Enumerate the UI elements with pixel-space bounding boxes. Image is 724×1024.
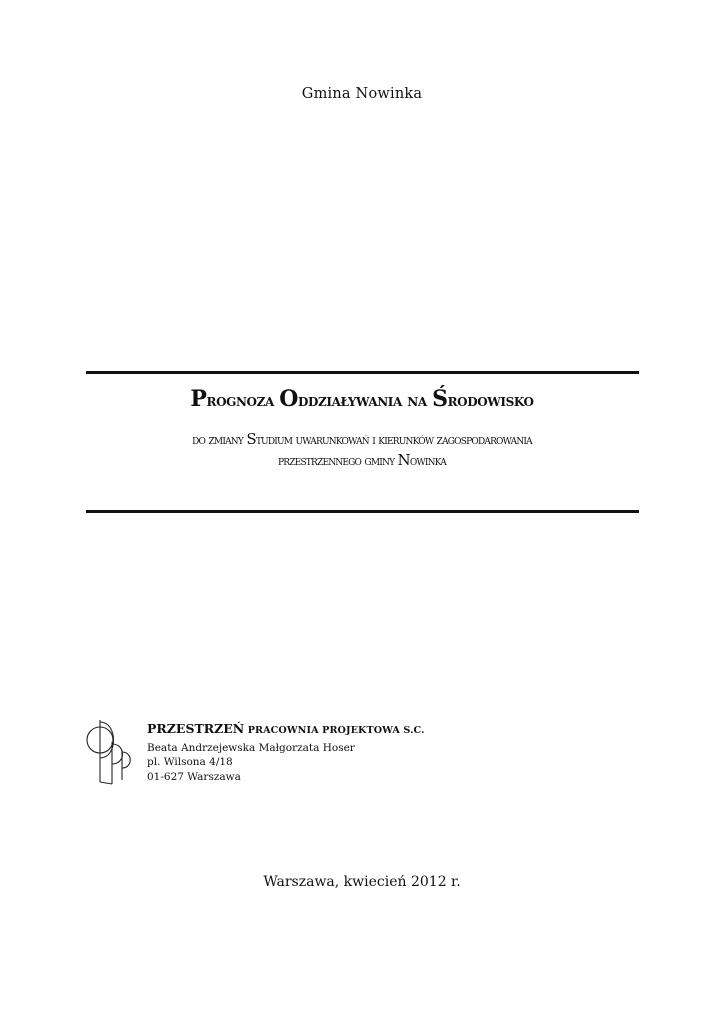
company-street: pl. Wilsona 4/18	[147, 756, 233, 768]
subtitle-1-initial: S	[246, 430, 256, 448]
subtitle-1-after: tudium uwarunkowań i kierunków zagospodarowania	[255, 433, 532, 448]
municipality-name: Gmina Nowinka	[301, 86, 423, 102]
title-initial-2: O	[279, 386, 298, 412]
company-block	[86, 718, 506, 788]
company-name-rest: PRACOWNIA PROJEKTOWA S.C.	[244, 725, 425, 736]
title-initial-3: Ś	[432, 386, 448, 412]
subtitle-1-before: do zmiany	[192, 433, 247, 448]
bottom-divider	[86, 510, 639, 513]
company-name	[147, 722, 425, 739]
subtitle-2-after: owinka	[409, 454, 446, 469]
subtitle-2-before: przestrzennego gminy	[277, 454, 398, 469]
title-rest-2: ddziaływania na	[298, 391, 433, 410]
top-divider	[86, 371, 639, 374]
company-name-lead: PRZESTRZEŃ	[147, 721, 245, 736]
subtitle-line-1	[0, 430, 724, 448]
title-initial-1: P	[190, 386, 207, 412]
company-city: 01-627 Warszawa	[147, 770, 241, 783]
place-and-date: Warszawa, kwiecień 2012 r.	[263, 874, 461, 890]
subtitle-2-initial: N	[397, 451, 410, 469]
title-rest-3: rodowisko	[447, 391, 534, 410]
document-title	[0, 386, 724, 412]
title-rest-1: rognoza	[206, 391, 280, 410]
subtitle-line-2	[0, 451, 724, 469]
ppp-monogram-logo-icon	[86, 718, 138, 786]
company-details	[147, 722, 425, 784]
company-people: Beata Andrzejewska Małgorzata Hoser	[147, 741, 355, 754]
